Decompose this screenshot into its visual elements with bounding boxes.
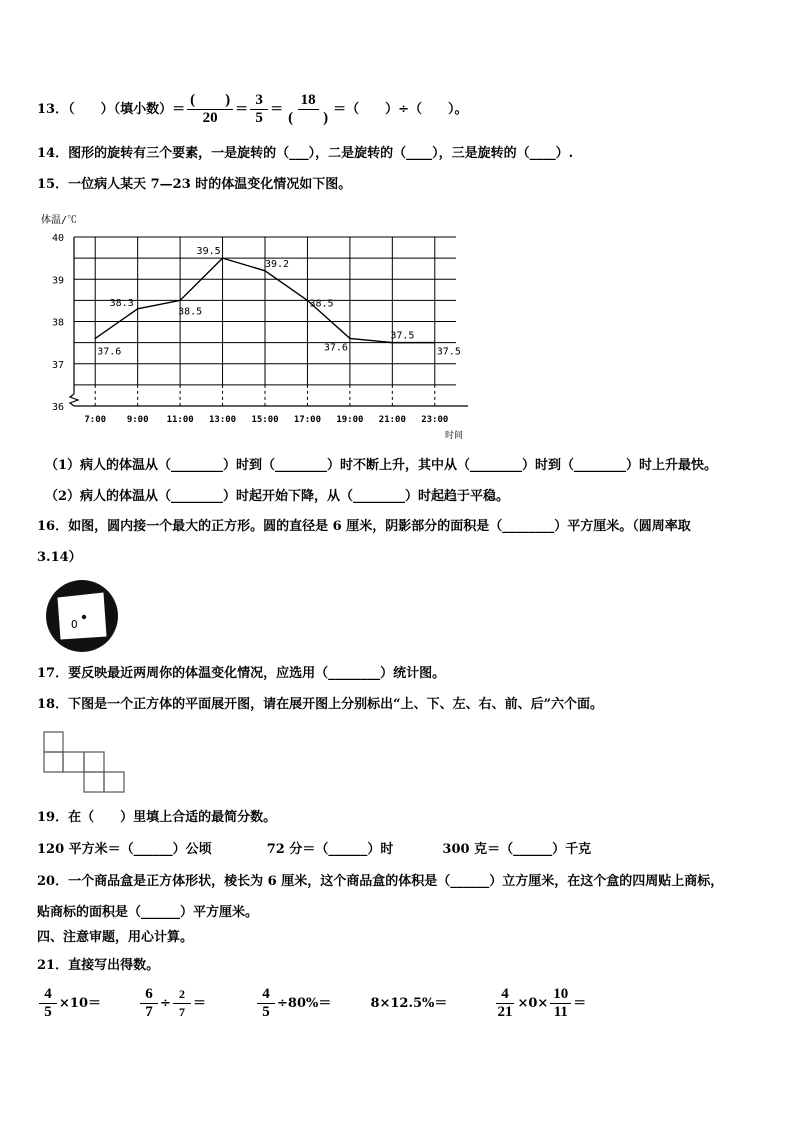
- q17-line: 17．要反映最近两周你的体温变化情况，应选用（________）统计图。: [37, 666, 446, 681]
- data-point: [222, 257, 224, 259]
- q19-line: 19．在（ ）里填上合适的最简分数。: [37, 810, 277, 825]
- e5-denominator: 21: [497, 1004, 513, 1020]
- q13-f1-denominator: 20: [202, 110, 218, 126]
- q21-expr-3: [255, 986, 336, 1020]
- q13-line: [37, 92, 468, 127]
- q21-line: 21．直接写出得数。: [37, 958, 160, 973]
- q20-line-2: 贴商标的面积是（______）平方厘米。: [37, 905, 259, 920]
- q21-expr-4: 8×12.5%＝: [370, 996, 448, 1011]
- circle-square-figure: [42, 578, 124, 654]
- data-label: 39.5: [196, 246, 221, 258]
- x-tick-label: 9:00: [126, 415, 149, 425]
- q13-number: 13．: [37, 102, 69, 117]
- cube-net-figure: [42, 730, 132, 796]
- axis-break-mark: [70, 394, 78, 406]
- data-label: 38.3: [109, 297, 134, 309]
- data-point: [179, 300, 181, 302]
- q21-expr-2: [138, 986, 210, 1020]
- q21-expr-1: [37, 986, 106, 1020]
- q19-item-area: 120 平方米＝（______）公顷: [37, 842, 212, 857]
- q19-item-time: 72 分＝（______）时: [266, 842, 394, 857]
- x-tick-label: 17:00: [293, 415, 321, 425]
- x-tick-label: 11:00: [166, 415, 194, 425]
- e2-tail: ＝: [192, 996, 206, 1011]
- figure-center-label: O: [71, 618, 78, 631]
- data-label: 38.5: [178, 306, 203, 318]
- y-tick-label: 39: [52, 275, 65, 287]
- q13-f2-denominator: 5: [255, 110, 263, 126]
- q13-f3-denominator[interactable]: ( ): [288, 110, 329, 126]
- q16-line-2: 3.14）: [37, 550, 82, 565]
- data-point: [137, 308, 139, 310]
- q13-part1: （ ）（填小数）＝: [68, 102, 186, 117]
- x-tick-label: 7:00: [84, 415, 107, 425]
- data-point: [307, 300, 309, 302]
- data-point: [392, 342, 394, 344]
- data-label: 38.5: [309, 298, 334, 310]
- data-point: [264, 270, 266, 272]
- q16-line-1: 16．如图，圆内接一个最大的正方形。圆的直径是 6 厘米，阴影部分的面积是（________）平方厘米。（圆周率取: [37, 519, 691, 534]
- net-face[interactable]: [44, 732, 63, 752]
- net-face[interactable]: [44, 752, 63, 772]
- e5-numerator: 4: [496, 986, 514, 1004]
- e5-tail: ＝: [573, 996, 587, 1011]
- e1-tail: ×10＝: [59, 996, 101, 1011]
- q14-line: 14．图形的旋转有三个要素，一是旋转的（___），二是旋转的（____），三是旋转的（____）.: [37, 146, 574, 161]
- q20-line-1: 20．一个商品盒是正方体形状，棱长为 6 厘米，这个商品盒的体积是（______）立方厘米，在这个盒的四周贴上商标，: [37, 874, 724, 889]
- e5-numerator-2: 10: [550, 986, 571, 1004]
- y-tick-label: 36: [52, 402, 65, 413]
- figure-square: [58, 593, 106, 639]
- q13-f1-numerator[interactable]: ( ): [187, 92, 233, 110]
- chart-ylabel: 体温/℃: [41, 215, 78, 226]
- q13-equals-2: ＝: [270, 102, 284, 117]
- e1-numerator: 4: [39, 986, 57, 1004]
- x-tick-label: 13:00: [209, 415, 237, 425]
- e2-numerator: 6: [140, 986, 158, 1004]
- q18-line: 18．下图是一个正方体的平面展开图，请在展开图上分别标出“上、下、左、右、前、后”六个面。: [37, 697, 604, 712]
- q13-fraction-1: [187, 92, 233, 127]
- e2-denominator: 7: [145, 1004, 153, 1020]
- net-face[interactable]: [63, 752, 84, 772]
- x-tick-label: 15:00: [251, 415, 279, 425]
- q13-f3-numerator: 18: [298, 92, 319, 110]
- e2-numerator-2: 2: [173, 986, 191, 1004]
- figure-center-dot: [82, 615, 86, 619]
- data-point: [349, 338, 351, 340]
- e1-denominator: 5: [44, 1004, 52, 1020]
- data-point: [94, 338, 96, 340]
- q15-sub2: （2）病人的体温从（________）时起开始下降，从（________）时起趋于平稳。: [45, 489, 510, 504]
- y-tick-label: 40: [52, 233, 65, 244]
- q13-fraction-3: [285, 92, 331, 127]
- chart-series: [94, 246, 460, 358]
- q13-fraction-2: [250, 92, 268, 127]
- data-label: 37.6: [323, 342, 348, 354]
- data-point: [434, 342, 436, 344]
- data-label: 37.6: [97, 346, 122, 358]
- q19-items: [37, 840, 591, 860]
- q19-item-mass: 300 克＝（______）千克: [442, 842, 592, 857]
- y-tick-label: 37: [52, 359, 65, 371]
- x-tick-label: 19:00: [336, 415, 364, 425]
- e2-denominator-2: 7: [178, 1005, 185, 1019]
- q13-f2-numerator: 3: [250, 92, 268, 110]
- data-label: 37.5: [390, 330, 415, 342]
- temperature-line-chart: [35, 207, 475, 442]
- net-face[interactable]: [84, 752, 104, 772]
- q13-tail: ＝（ ）÷（ ）。: [333, 102, 468, 117]
- e2-operator: ÷: [160, 996, 171, 1011]
- net-face[interactable]: [104, 772, 124, 792]
- x-tick-label: 21:00: [378, 415, 406, 425]
- data-label: 39.2: [265, 258, 290, 270]
- q21-expr-5: [492, 986, 587, 1020]
- e3-denominator: 5: [262, 1004, 270, 1020]
- data-label: 37.5: [436, 346, 461, 358]
- q13-equals-1: ＝: [235, 102, 249, 117]
- x-tick-label: 23:00: [421, 415, 449, 425]
- chart-ticks: [52, 233, 448, 425]
- net-face[interactable]: [84, 772, 104, 792]
- q21-expressions: [37, 984, 586, 1024]
- e5-mid: ×0×: [517, 996, 549, 1011]
- e5-denominator-2: 11: [553, 1004, 568, 1020]
- y-tick-label: 38: [52, 317, 65, 329]
- q15-line: 15．一位病人某天 7—23 时的体温变化情况如下图。: [37, 177, 352, 192]
- e3-numerator: 4: [257, 986, 275, 1004]
- q15-sub1: （1）病人的体温从（________）时到（________）时不断上升，其中从（________）时到（________）时上升最快。: [45, 458, 718, 473]
- e3-tail: ÷80%＝: [277, 996, 332, 1011]
- chart-xlabel: 时间: [445, 431, 464, 441]
- section4-heading: 四、注意审题，用心计算。: [37, 930, 194, 945]
